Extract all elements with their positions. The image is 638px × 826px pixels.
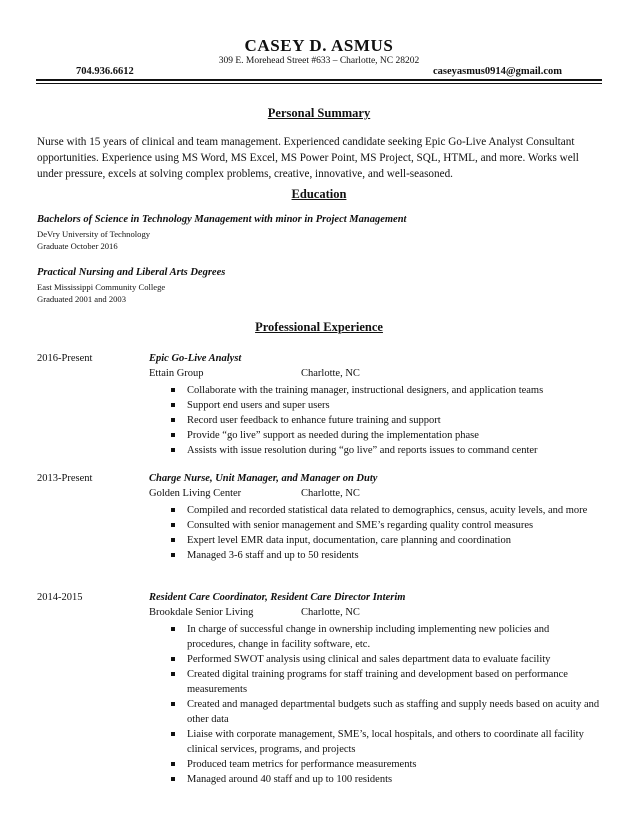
phone-number: 704.936.6612 <box>76 66 134 77</box>
education-school: DeVry University of Technology <box>37 229 151 239</box>
header-divider-thin <box>36 83 602 84</box>
job-duties-list <box>170 622 600 787</box>
duty-item: Managed 3-6 staff and up to 50 residents <box>170 548 600 563</box>
duty-item: Support end users and super users <box>170 398 600 413</box>
duty-item: Record user feedback to enhance future training and support <box>170 413 600 428</box>
education-school: East Mississippi Community College <box>37 282 166 292</box>
education-degree: Practical Nursing and Liberal Arts Degrees <box>37 267 226 278</box>
duty-item: Compiled and recorded statistical data related to demographics, census, acuity levels, and more <box>170 503 600 518</box>
job-company: Golden Living Center <box>149 488 242 499</box>
job-location: Charlotte, NC <box>301 488 360 499</box>
duty-item: Created digital training programs for staff training and development based on performance measurements <box>170 667 600 697</box>
summary-heading: Personal Summary <box>267 106 371 120</box>
job-dates: 2016-Present <box>37 353 93 364</box>
duty-item: Expert level EMR data input, documentation, care planning and coordination <box>170 533 600 548</box>
duty-item: Consulted with senior management and SME’s regarding quality control measures <box>170 518 600 533</box>
duty-item: In charge of successful change in ownership including implementing new policies and procedures, change in facility software, etc. <box>170 622 600 652</box>
email-address: caseyasmus0914@gmail.com <box>432 66 562 77</box>
job-duties-list <box>170 503 600 563</box>
job-dates: 2013-Present <box>37 473 93 484</box>
duty-item: Created and managed departmental budgets such as staffing and supply needs based on acuity and other data <box>170 697 600 727</box>
job-title: Epic Go-Live Analyst <box>149 353 242 364</box>
education-degree: Bachelors of Science in Technology Management with minor in Project Management <box>37 214 407 225</box>
header-divider-thick <box>36 79 602 81</box>
duty-item: Assists with issue resolution during “go live” and reports issues to command center <box>170 443 600 458</box>
duty-item: Collaborate with the training manager, instructional designers, and application teams <box>170 383 600 398</box>
education-date: Graduated 2001 and 2003 <box>37 294 127 304</box>
duty-item: Produced team metrics for performance measurements <box>170 757 600 772</box>
job-company: Brookdale Senior Living <box>149 607 254 618</box>
address: 309 E. Morehead Street #633 – Charlotte, NC 28202 <box>218 56 420 66</box>
job-location: Charlotte, NC <box>301 607 360 618</box>
job-dates: 2014-2015 <box>37 592 83 603</box>
job-title: Resident Care Coordinator, Resident Care Director Interim <box>149 592 406 603</box>
experience-heading: Professional Experience <box>255 320 383 334</box>
duty-item: Provide “go live” support as needed during the implementation phase <box>170 428 600 443</box>
education-heading: Education <box>291 187 347 201</box>
job-title: Charge Nurse, Unit Manager, and Manager on Duty <box>149 473 378 484</box>
duty-item: Managed around 40 staff and up to 100 residents <box>170 772 600 787</box>
job-duties-list <box>170 383 600 458</box>
candidate-name: CASEY D. ASMUS <box>244 36 394 55</box>
job-location: Charlotte, NC <box>301 368 360 379</box>
job-company: Ettain Group <box>149 368 204 379</box>
summary-text: Nurse with 15 years of clinical and team management. Experienced candidate seeking Epic Go-Live Analyst Consultant opportunities. Experience using MS Word, MS Excel, MS Power Point, MS Project, SQL, HTML, and more. Works well under pressure, excels at solving complex problems, creative, innovative, and well-seasoned. <box>37 136 579 180</box>
duty-item: Performed SWOT analysis using clinical and sales department data to evaluate facility <box>170 652 600 667</box>
education-date: Graduate October 2016 <box>37 241 118 251</box>
duty-item: Liaise with corporate management, SME’s, local hospitals, and others to coordinate all facility clinical services, programs, and projects <box>170 727 600 757</box>
